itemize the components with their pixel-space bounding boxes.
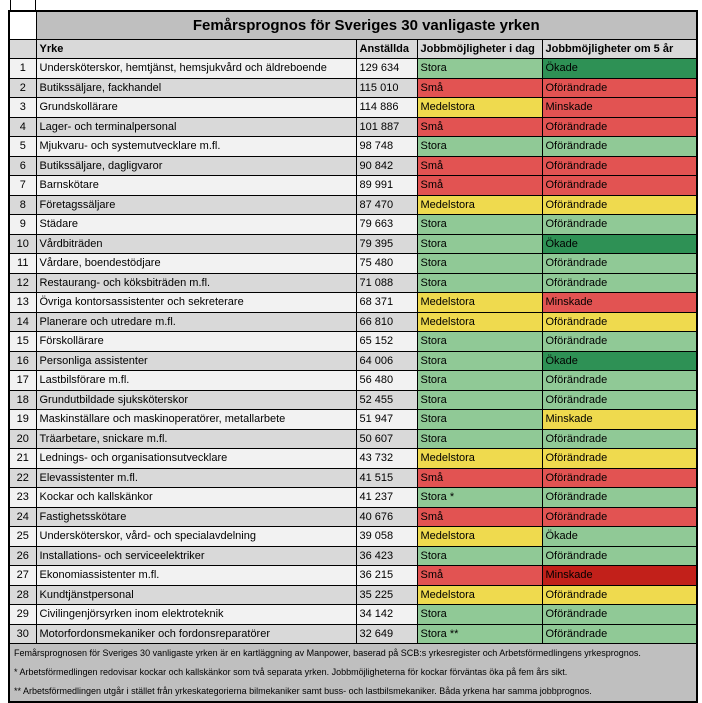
jobs-5yr-cell: Oförändrade (542, 624, 697, 644)
occupation-cell: Personliga assistenter (36, 351, 356, 371)
title-row (9, 11, 697, 40)
occupation-cell: Vårdbiträden (36, 234, 356, 254)
employees-cell: 39 058 (356, 527, 417, 547)
jobs-5yr-cell: Oförändrade (542, 332, 697, 352)
occupation-cell: Lastbilsförare m.fl. (36, 371, 356, 391)
employees-cell: 41 237 (356, 488, 417, 508)
occupation-cell: Butikssäljare, fackhandel (36, 78, 356, 98)
employees-cell: 64 006 (356, 351, 417, 371)
table-row (9, 293, 697, 313)
occupation-cell: Civilingenjörsyrken inom elektroteknik (36, 605, 356, 625)
table-row (9, 273, 697, 293)
jobs-today-cell: Små (417, 117, 542, 137)
employees-cell: 40 676 (356, 507, 417, 527)
row-number: 14 (9, 312, 36, 332)
table-row (9, 624, 697, 644)
gridline-remnant (35, 0, 36, 10)
table-row (9, 351, 697, 371)
header-occupation: Yrke (36, 40, 356, 59)
row-number: 17 (9, 371, 36, 391)
employees-cell: 35 225 (356, 585, 417, 605)
row-number: 22 (9, 468, 36, 488)
jobs-5yr-cell: Oförändrade (542, 371, 697, 391)
table-row (9, 137, 697, 157)
jobs-today-cell: Små (417, 507, 542, 527)
occupation-cell: Grundutbildade sjuksköterskor (36, 390, 356, 410)
row-number: 19 (9, 410, 36, 430)
row-number: 24 (9, 507, 36, 527)
column-header-row (9, 40, 697, 59)
jobs-today-cell: Stora (417, 546, 542, 566)
jobs-today-cell: Stora ** (417, 624, 542, 644)
row-number: 10 (9, 234, 36, 254)
jobs-today-cell: Medelstora (417, 293, 542, 313)
employees-cell: 52 455 (356, 390, 417, 410)
occupation-cell: Planerare och utredare m.fl. (36, 312, 356, 332)
row-number: 26 (9, 546, 36, 566)
jobs-today-cell: Stora (417, 215, 542, 235)
jobs-5yr-cell: Oförändrade (542, 215, 697, 235)
table-row (9, 78, 697, 98)
jobs-5yr-cell: Minskade (542, 566, 697, 586)
jobs-5yr-cell: Oförändrade (542, 254, 697, 274)
row-number: 11 (9, 254, 36, 274)
employees-cell: 36 215 (356, 566, 417, 586)
employees-cell: 65 152 (356, 332, 417, 352)
jobs-5yr-cell: Oförändrade (542, 78, 697, 98)
table-row (9, 98, 697, 118)
jobs-today-cell: Stora (417, 410, 542, 430)
jobs-5yr-cell: Oförändrade (542, 273, 697, 293)
occupation-cell: Kundtjänstpersonal (36, 585, 356, 605)
jobs-today-cell: Stora (417, 137, 542, 157)
jobs-5yr-cell: Oförändrade (542, 488, 697, 508)
jobs-5yr-cell: Oförändrade (542, 429, 697, 449)
occupation-cell: Företagssäljare (36, 195, 356, 215)
employees-cell: 51 947 (356, 410, 417, 430)
jobs-today-cell: Medelstora (417, 527, 542, 547)
employees-cell: 36 423 (356, 546, 417, 566)
jobs-today-cell: Stora (417, 371, 542, 391)
jobs-5yr-cell: Oförändrade (542, 585, 697, 605)
occupation-cell: Butikssäljare, dagligvaror (36, 156, 356, 176)
table-row (9, 234, 697, 254)
employees-cell: 98 748 (356, 137, 417, 157)
jobs-5yr-cell: Ökade (542, 351, 697, 371)
employees-cell: 79 395 (356, 234, 417, 254)
table-row (9, 449, 697, 469)
employees-cell: 43 732 (356, 449, 417, 469)
jobs-today-cell: Stora (417, 254, 542, 274)
occupation-cell: Undersköterskor, hemtjänst, hemsjukvård och äldreboende (36, 59, 356, 79)
jobs-today-cell: Stora (417, 351, 542, 371)
row-number: 12 (9, 273, 36, 293)
footnote-single-asterisk: * Arbetsförmedlingen redovisar kockar och kallskänkor som två separata yrken. Jobbmöjligheterna för kockar förväntas öka på fem års sikt. (14, 667, 568, 677)
row-number: 15 (9, 332, 36, 352)
occupation-cell: Barnskötare (36, 176, 356, 196)
row-number: 23 (9, 488, 36, 508)
table-row (9, 605, 697, 625)
row-number: 18 (9, 390, 36, 410)
row-number: 21 (9, 449, 36, 469)
occupation-cell: Lednings- och organisationsutvecklare (36, 449, 356, 469)
employees-cell: 101 887 (356, 117, 417, 137)
jobs-today-cell: Stora (417, 273, 542, 293)
row-number: 7 (9, 176, 36, 196)
occupation-cell: Mjukvaru- och systemutvecklare m.fl. (36, 137, 356, 157)
employees-cell: 87 470 (356, 195, 417, 215)
table-row (9, 254, 697, 274)
occupation-cell: Fastighetsskötare (36, 507, 356, 527)
table-row (9, 410, 697, 430)
row-number: 28 (9, 585, 36, 605)
employees-cell: 79 663 (356, 215, 417, 235)
jobs-today-cell: Små (417, 566, 542, 586)
jobs-5yr-cell: Minskade (542, 410, 697, 430)
row-number: 16 (9, 351, 36, 371)
header-employees: Anställda (356, 40, 417, 59)
table-row (9, 390, 697, 410)
occupation-cell: Lager- och terminalpersonal (36, 117, 356, 137)
jobs-5yr-cell: Ökade (542, 527, 697, 547)
table-row (9, 195, 697, 215)
header-jobs-5yr: Jobbmöjligheter om 5 år (542, 40, 697, 59)
title-corner-cell (9, 11, 36, 40)
jobs-today-cell: Små (417, 156, 542, 176)
jobs-5yr-cell: Ökade (542, 234, 697, 254)
employees-cell: 89 991 (356, 176, 417, 196)
jobs-5yr-cell: Oförändrade (542, 117, 697, 137)
employees-cell: 75 480 (356, 254, 417, 274)
jobs-5yr-cell: Oförändrade (542, 449, 697, 469)
jobs-today-cell: Stora (417, 59, 542, 79)
jobs-today-cell: Stora (417, 429, 542, 449)
jobs-5yr-cell: Oförändrade (542, 468, 697, 488)
occupation-cell: Vårdare, boendestödjare (36, 254, 356, 274)
occupation-cell: Maskinställare och maskinoperatörer, metallarbete (36, 410, 356, 430)
employees-cell: 34 142 (356, 605, 417, 625)
row-number: 27 (9, 566, 36, 586)
jobs-today-cell: Medelstora (417, 585, 542, 605)
gridline-remnant (10, 0, 11, 10)
employees-cell: 32 649 (356, 624, 417, 644)
table-row (9, 156, 697, 176)
row-number: 20 (9, 429, 36, 449)
header-rank (9, 40, 36, 59)
jobs-today-cell: Små (417, 468, 542, 488)
row-number: 13 (9, 293, 36, 313)
source-note: Femårsprognosen för Sveriges 30 vanligaste yrken är en kartläggning av Manpower, baserad på SCB:s yrkesregister och Arbetsförmedlingens yrkesprognos. (14, 648, 641, 658)
jobs-5yr-cell: Oförändrade (542, 546, 697, 566)
row-number: 2 (9, 78, 36, 98)
forecast-table (8, 10, 698, 703)
occupation-cell: Undersköterskor, vård- och specialavdelning (36, 527, 356, 547)
occupation-cell: Ekonomiassistenter m.fl. (36, 566, 356, 586)
employees-cell: 90 842 (356, 156, 417, 176)
table-row (9, 585, 697, 605)
row-number: 9 (9, 215, 36, 235)
jobs-today-cell: Stora (417, 390, 542, 410)
jobs-5yr-cell: Oförändrade (542, 605, 697, 625)
employees-cell: 68 371 (356, 293, 417, 313)
employees-cell: 114 886 (356, 98, 417, 118)
employees-cell: 115 010 (356, 78, 417, 98)
table-row (9, 312, 697, 332)
employees-cell: 66 810 (356, 312, 417, 332)
jobs-today-cell: Små (417, 78, 542, 98)
employees-cell: 71 088 (356, 273, 417, 293)
jobs-today-cell: Medelstora (417, 312, 542, 332)
table-row (9, 546, 697, 566)
row-number: 1 (9, 59, 36, 79)
jobs-today-cell: Medelstora (417, 98, 542, 118)
occupation-cell: Övriga kontorsassistenter och sekreterare (36, 293, 356, 313)
row-number: 8 (9, 195, 36, 215)
occupation-cell: Kockar och kallskänkor (36, 488, 356, 508)
jobs-5yr-cell: Minskade (542, 293, 697, 313)
occupation-cell: Grundskollärare (36, 98, 356, 118)
table-row (9, 527, 697, 547)
employees-cell: 129 634 (356, 59, 417, 79)
jobs-today-cell: Stora (417, 234, 542, 254)
occupation-cell: Elevassistenter m.fl. (36, 468, 356, 488)
jobs-today-cell: Medelstora (417, 195, 542, 215)
row-number: 5 (9, 137, 36, 157)
footnote-double-asterisk: ** Arbetsförmedlingen utgår i stället från yrkeskategorierna bilmekaniker samt buss- och lastbilsmekaniker. Båda yrkena har samma jobbprognos. (14, 686, 592, 696)
jobs-5yr-cell: Oförändrade (542, 390, 697, 410)
jobs-5yr-cell: Oförändrade (542, 156, 697, 176)
row-number: 4 (9, 117, 36, 137)
row-number: 3 (9, 98, 36, 118)
table-row (9, 59, 697, 79)
occupation-cell: Installations- och serviceelektriker (36, 546, 356, 566)
table-row (9, 468, 697, 488)
occupation-cell: Restaurang- och köksbiträden m.fl. (36, 273, 356, 293)
table-row (9, 507, 697, 527)
table-row (9, 429, 697, 449)
jobs-5yr-cell: Ökade (542, 59, 697, 79)
row-number: 29 (9, 605, 36, 625)
jobs-today-cell: Medelstora (417, 449, 542, 469)
jobs-today-cell: Stora * (417, 488, 542, 508)
employees-cell: 50 607 (356, 429, 417, 449)
table-row (9, 488, 697, 508)
occupation-cell: Förskollärare (36, 332, 356, 352)
jobs-5yr-cell: Minskade (542, 98, 697, 118)
row-number: 25 (9, 527, 36, 547)
jobs-today-cell: Stora (417, 332, 542, 352)
table-row (9, 371, 697, 391)
occupation-cell: Träarbetare, snickare m.fl. (36, 429, 356, 449)
jobs-5yr-cell: Oförändrade (542, 176, 697, 196)
jobs-today-cell: Små (417, 176, 542, 196)
page-title: Femårsprognos för Sveriges 30 vanligaste yrken (36, 11, 697, 40)
employees-cell: 41 515 (356, 468, 417, 488)
table-row (9, 215, 697, 235)
jobs-5yr-cell: Oförändrade (542, 195, 697, 215)
table-body (9, 59, 697, 644)
table-row (9, 117, 697, 137)
occupation-cell: Städare (36, 215, 356, 235)
table-row (9, 176, 697, 196)
table-row (9, 566, 697, 586)
jobs-5yr-cell: Oförändrade (542, 507, 697, 527)
row-number: 6 (9, 156, 36, 176)
table-row (9, 332, 697, 352)
jobs-today-cell: Stora (417, 605, 542, 625)
row-number: 30 (9, 624, 36, 644)
jobs-5yr-cell: Oförändrade (542, 312, 697, 332)
employees-cell: 56 480 (356, 371, 417, 391)
occupation-cell: Motorfordonsmekaniker och fordonsreparatörer (36, 624, 356, 644)
header-jobs-today: Jobbmöjligheter i dag (417, 40, 542, 59)
jobs-5yr-cell: Oförändrade (542, 137, 697, 157)
